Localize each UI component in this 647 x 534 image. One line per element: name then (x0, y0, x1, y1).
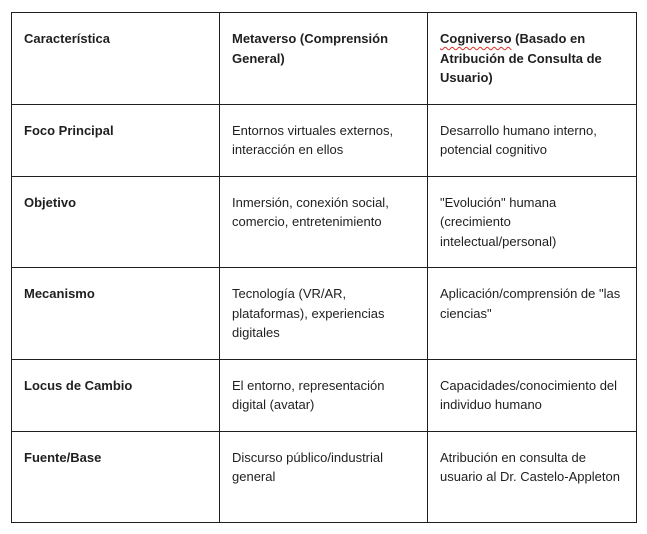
row-label: Fuente/Base (12, 431, 220, 522)
cell-cogniverso: "Evolución" humana (crecimiento intelectual/personal) (428, 176, 637, 268)
table-header-row (12, 13, 637, 105)
cell-metaverso: El entorno, representación digital (avatar) (220, 359, 428, 431)
cell-metaverso: Entornos virtuales externos, interacción en ellos (220, 104, 428, 176)
row-label: Mecanismo (12, 268, 220, 360)
cell-metaverso: Tecnología (VR/AR, plataformas), experiencias digitales (220, 268, 428, 360)
cell-cogniverso: Atribución en consulta de usuario al Dr. Castelo-Appleton (428, 431, 637, 522)
row-label: Foco Principal (12, 104, 220, 176)
header-caracteristica: Característica (12, 13, 220, 105)
cell-cogniverso: Aplicación/comprensión de "las ciencias" (428, 268, 637, 360)
table-row (12, 431, 637, 522)
header-cogniverso (428, 13, 637, 105)
cell-metaverso: Discurso público/industrial general (220, 431, 428, 522)
cell-metaverso: Inmersión, conexión social, comercio, entretenimiento (220, 176, 428, 268)
row-label: Locus de Cambio (12, 359, 220, 431)
comparison-table (11, 12, 637, 523)
spellcheck-flagged-word[interactable]: Cogniverso (440, 31, 512, 46)
row-label: Objetivo (12, 176, 220, 268)
table-row (12, 359, 637, 431)
cell-cogniverso: Capacidades/conocimiento del individuo humano (428, 359, 637, 431)
cell-cogniverso: Desarrollo humano interno, potencial cognitivo (428, 104, 637, 176)
header-metaverso: Metaverso (Comprensión General) (220, 13, 428, 105)
table-row (12, 104, 637, 176)
header-cogniverso-rest: (Basado en Atribución de Consulta de Usuario) (440, 31, 602, 85)
table-row (12, 176, 637, 268)
table-row (12, 268, 637, 360)
